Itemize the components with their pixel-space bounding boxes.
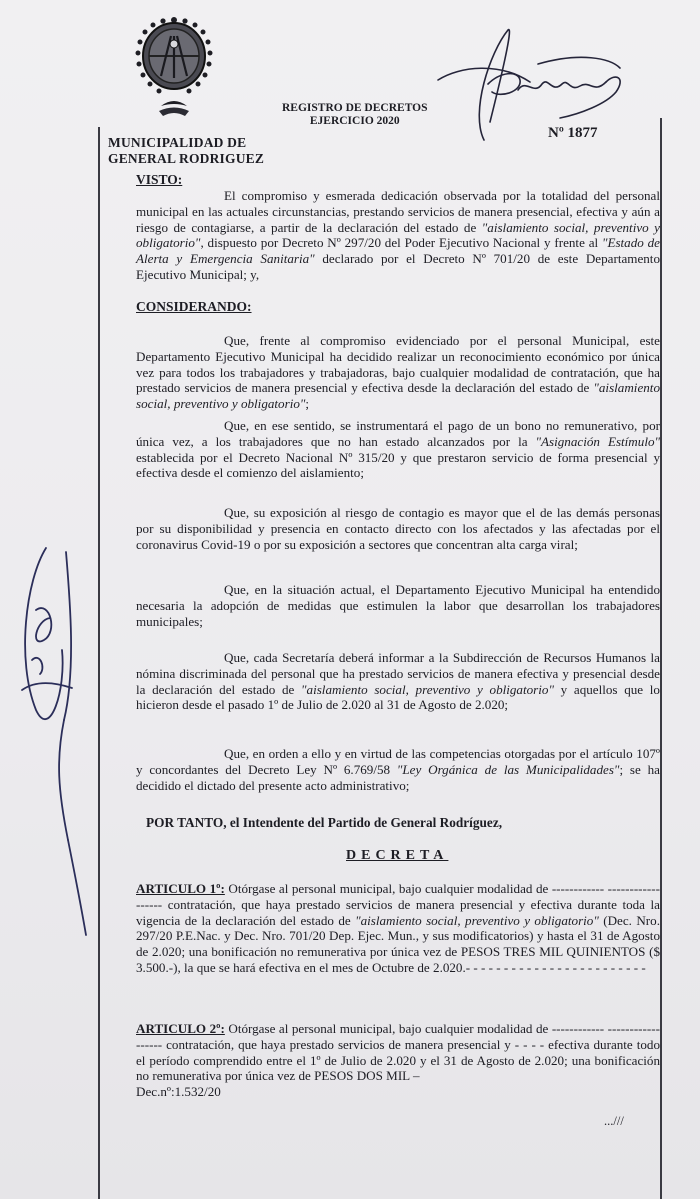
- considerando-paragraph-3: [136, 505, 660, 552]
- considerando-6-end: ; se ha decidido el dictado del presente acto administrativo;: [136, 761, 660, 793]
- considerando-paragraph-1: [136, 333, 660, 412]
- decreta-heading: DECRETA: [346, 848, 449, 863]
- articulo-1-text-end: (Dec. Nro. 297/20 P.E.Nac. y Dec. Nro. 701/20 Dep. Ejec. Mun., y sus modificatorios) y hasta el 31 de Agosto de 2.020; una bonificación no remunerativa por única vez de PESOS TRES MIL QUINIENTOS ($ 3.500.-), la que se hará efectiva en el mes de Octubre de 2.020.- - - - - - - - - - - - - - - - - - - - - - - -: [136, 912, 660, 975]
- considerando-4-text: Que, en la situación actual, el Departamento Ejecutivo Municipal ha entendido necesaria la adopción de medidas que estimulen la labor que desarrollan los trabajadores municipales;: [136, 582, 660, 629]
- considerando-paragraph-6: [136, 746, 660, 793]
- continuation-mark: ...///: [604, 1114, 624, 1128]
- municipality-line-1: MUNICIPALIDAD DE: [108, 135, 247, 150]
- considerando-1-end: ;: [305, 396, 310, 412]
- considerando-2-quote: "Asignación Estímulo": [535, 433, 660, 449]
- considerando-5-quote: "aislamiento social, preventivo y obligatorio": [301, 681, 554, 697]
- visto-text-1: El compromiso y esmerada dedicación observada por la totalidad del personal municipal en las actuales circunstancias, prestando servicios de manera presencial, efectiva y aún a riesgo de contagiarse, a partir de la declaración del estado de: [136, 188, 660, 235]
- visto-quote-1: "aislamiento social, preventivo y obligatorio": [136, 219, 660, 251]
- municipality-name: [108, 135, 264, 167]
- considerando-1-quote: "aislamiento social, preventivo y obligatorio": [136, 380, 660, 412]
- registry-year: EJERCICIO 2020: [309, 115, 400, 127]
- considerando-3-text: Que, su exposición al riesgo de contagio es mayor que el de las demás personas por su disponibilidad y presencia en contacto directo con los afectados y las afectadas por el coronavirus Covid-19 o por su exposición a sectores que concentran alta carga viral;: [136, 505, 660, 552]
- considerando-2-text: Que, en ese sentido, se instrumentará el pago de un bono no remunerativo, por única vez, a los trabajadores que no han estado alcanzados por la: [136, 418, 660, 449]
- considerando-heading: CONSIDERANDO:: [136, 299, 252, 314]
- articulo-2-label: ARTICULO 2º:: [136, 1021, 225, 1036]
- considerando-paragraph-2: [136, 418, 660, 481]
- visto-heading: VISTO:: [136, 172, 183, 187]
- considerando-6-quote: "Ley Orgánica de las Municipalidades": [396, 761, 620, 777]
- considerando-6-text: Que, en orden a ello y en virtud de las competencias otorgadas por el artículo 107º y concordantes del Decreto Ley Nº 6.769/58: [136, 746, 660, 777]
- visto-paragraph: [136, 188, 660, 283]
- visto-text-3: declarado por el Decreto Nº 701/20 de este Departamento Ejecutivo Municipal; y,: [136, 251, 660, 282]
- decree-number: Nº 1877: [548, 125, 598, 141]
- left-margin-rule: [98, 127, 100, 1199]
- municipality-line-2: GENERAL RODRIGUEZ: [108, 151, 265, 166]
- considerando-2-end: establecida por el Decreto Nacional Nº 315/20 y que prestaron servicio de forma presencial y efectiva desde el comienzo del aislamiento;: [136, 449, 660, 481]
- decree-registry: [282, 102, 428, 128]
- registry-title: REGISTRO DE DECRETOS: [282, 102, 428, 114]
- municipal-seal-icon: [133, 14, 215, 124]
- handwritten-signature-margin: [6, 540, 96, 940]
- right-margin-rule: [660, 118, 662, 1199]
- articulo-2-text: Otórgase al personal municipal, bajo cualquier modalidad de ------------ ------------------ contratación, que haya prestado servicios de manera presencial y - - - - efectiva durante todo el período comprendido entre el 1º de Julio de 2.020 y el 31 de Agosto de 2.020; una bonificación no remunerativa por única vez de PESOS DOS MIL –: [136, 1021, 660, 1084]
- decree-reference: Dec.nº:1.532/20: [136, 1084, 221, 1100]
- articulo-1-text: Otórgase al personal municipal, bajo cualquier modalidad de ------------ ------------------ contratación, que haya prestado servicios de manera presencial y efectiva durante toda la vigencia de la declaración del estado de: [136, 881, 660, 928]
- articulo-1: [136, 881, 660, 976]
- considerando-5-end: y aquellos que lo hicieron desde el pasado 1º de Julio de 2.020 al 31 de Agosto de 2.020;: [136, 681, 660, 713]
- considerando-5-text: Que, cada Secretaría deberá informar a la Subdirección de Recursos Humanos la nómina discriminada del personal que ha prestado servicios de manera efectiva y presencial desde la declaración del estado de: [136, 650, 660, 697]
- articulo-1-quote: "aislamiento social, preventivo y obligatorio": [355, 912, 599, 928]
- visto-quote-2: "Estado de Alerta y Emergencia Sanitaria": [136, 235, 660, 267]
- articulo-1-label: ARTICULO 1º:: [136, 881, 225, 896]
- handwritten-signature-top: [430, 22, 630, 142]
- articulo-2: [136, 1021, 660, 1100]
- considerando-paragraph-4: [136, 582, 660, 629]
- por-tanto-line: POR TANTO, el Intendente del Partido de General Rodríguez,: [146, 815, 503, 830]
- considerando-paragraph-5: [136, 650, 660, 713]
- considerando-1-text: Que, frente al compromiso evidenciado por el personal Municipal, este Departamento Ejecutivo Municipal ha decidido realizar un reconocimiento económico por única vez para todos los trabajadores y trabajadoras, bajo cualquier modalidad de contratación, que ha prestado servicios de manera presencial y efectiva desde la declaración del estado de: [136, 333, 660, 396]
- visto-text-2: , dispuesto por Decreto Nº 297/20 del Poder Ejecutivo Nacional y frente al: [200, 235, 602, 251]
